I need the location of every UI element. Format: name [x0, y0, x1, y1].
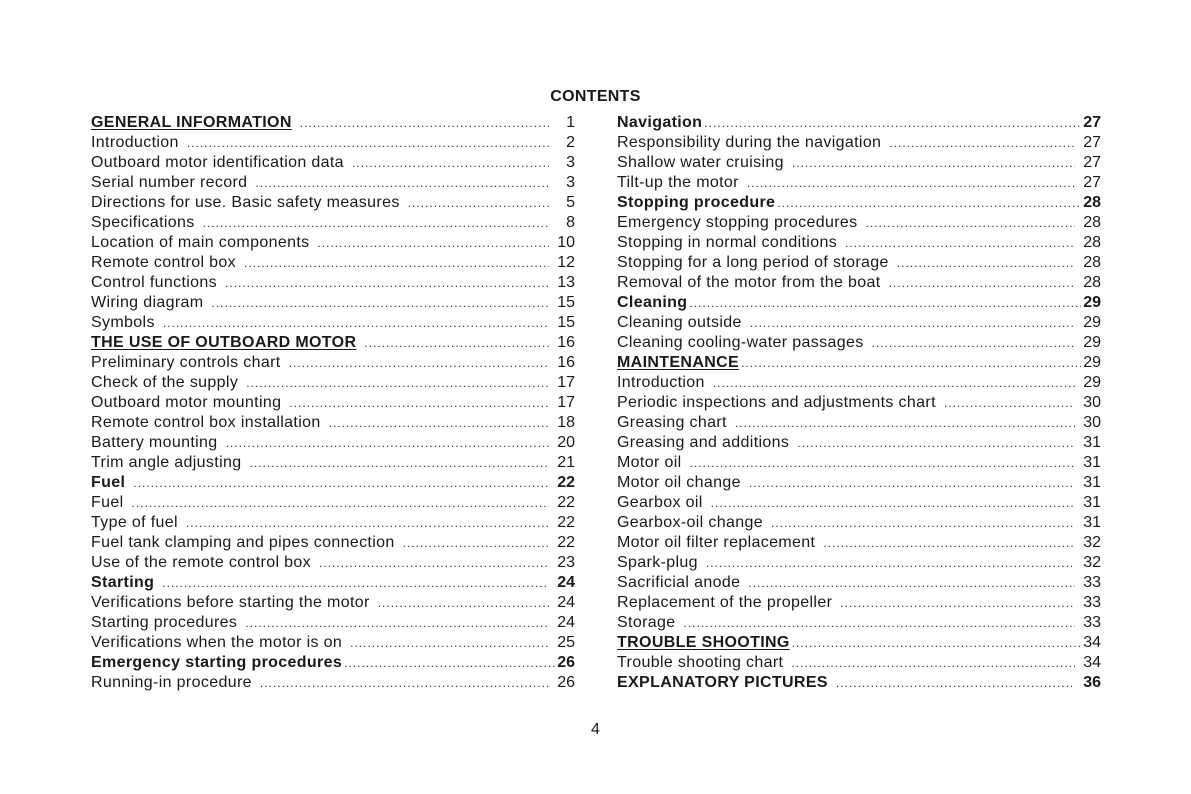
toc-entry-label: Directions for use. Basic safety measures [91, 194, 400, 211]
toc-leader-dots [866, 213, 1075, 233]
toc-leader-dots [364, 333, 549, 353]
toc-entry-page: 29 [1083, 334, 1101, 351]
toc-leader-dots [162, 573, 549, 593]
toc-entry-label: Use of the remote control box [91, 554, 312, 571]
toc-entry-label: Stopping procedure [617, 194, 776, 211]
toc-entry-label: THE USE OF OUTBOARD MOTOR [91, 334, 357, 351]
toc-entry-page: 21 [557, 454, 575, 471]
toc-entry-page: 12 [557, 254, 575, 271]
toc-entry-motor-oil-change [617, 473, 1101, 493]
toc-leader-dots [944, 393, 1075, 413]
toc-entry-page: 18 [557, 414, 575, 431]
toc-entry-spark-plug [617, 553, 1101, 573]
toc-entry-type-of-fuel [91, 513, 575, 533]
toc-entry-shallow-water-cruising [617, 153, 1101, 173]
toc-entry-page: 29 [1083, 354, 1101, 371]
toc-entry-page: 13 [557, 274, 575, 291]
toc-entry-page: 1 [566, 114, 575, 131]
toc-entry-emergency-stopping-procedures [617, 213, 1101, 233]
toc-leader-dots [771, 513, 1075, 533]
toc-entry-label: Remote control box installation [91, 414, 321, 431]
toc-entry-navigation [617, 113, 1101, 133]
toc-leader-dots [133, 473, 549, 493]
toc-entry-serial-number-record [91, 173, 575, 193]
toc-entry-label: Location of main components [91, 234, 310, 251]
toc-entry-page: 22 [557, 474, 575, 491]
toc-entry-introduction [91, 133, 575, 153]
toc-leader-dots [378, 593, 549, 613]
toc-entry-greasing-chart [617, 413, 1101, 433]
toc-entry-motor-oil-filter-replacement [617, 533, 1101, 553]
toc-entry-remote-control-box-installation [91, 413, 575, 433]
toc-entry-page: 28 [1083, 234, 1101, 251]
toc-leader-dots [317, 233, 549, 253]
toc-entry-page: 27 [1083, 154, 1101, 171]
toc-entry-running-in-procedure [91, 673, 575, 693]
toc-leader-dots [260, 673, 549, 693]
toc-entry-label: Type of fuel [91, 514, 178, 531]
toc-entry-gearbox-oil [617, 493, 1101, 513]
toc-leader-dots [690, 453, 1075, 473]
toc-entry-page: 29 [1083, 374, 1101, 391]
toc-entry-page: 15 [557, 314, 575, 331]
toc-entry-label: Verifications before starting the motor [91, 594, 370, 611]
toc-entry-trim-angle-adjusting [91, 453, 575, 473]
toc-entry-page: 22 [557, 494, 575, 511]
toc-entry-label: Sacrificial anode [617, 574, 741, 591]
toc-entry-use-of-the-remote-control-box [91, 553, 575, 573]
toc-entry-label: Preliminary controls chart [91, 354, 281, 371]
toc-entry-label: Motor oil filter replacement [617, 534, 816, 551]
toc-right-column [617, 113, 1101, 693]
toc-leader-dots [300, 113, 549, 133]
toc-entry-label: Shallow water cruising [617, 154, 784, 171]
toc-entry-page: 20 [557, 434, 575, 451]
toc-entry-directions-for-use-basic-safety-measures [91, 193, 575, 213]
toc-entry-storage [617, 613, 1101, 633]
toc-leader-dots [403, 533, 549, 553]
toc-leader-dots [747, 173, 1075, 193]
toc-entry-label: EXPLANATORY PICTURES [617, 674, 828, 691]
toc-entry-trouble-shooting [617, 633, 1101, 653]
toc-leader-dots [791, 653, 1075, 673]
toc-entry-label: Battery mounting [91, 434, 218, 451]
toc-leader-dots [792, 633, 1081, 653]
toc-entry-label: Gearbox oil [617, 494, 703, 511]
toc-leader-dots [840, 593, 1075, 613]
toc-entry-label: Spark-plug [617, 554, 698, 571]
toc-leader-dots [750, 313, 1075, 333]
toc-leader-dots [244, 253, 549, 273]
toc-entry-page: 24 [557, 594, 575, 611]
toc-entry-label: Cleaning cooling-water passages [617, 334, 864, 351]
toc-entry-outboard-motor-identification-data [91, 153, 575, 173]
toc-leader-dots [748, 573, 1075, 593]
toc-entry-page: 3 [566, 154, 575, 171]
toc-leader-dots [212, 293, 550, 313]
toc-leader-dots [711, 493, 1075, 513]
toc-entry-page: 15 [557, 294, 575, 311]
toc-entry-page: 31 [1083, 474, 1101, 491]
toc-entry-page: 33 [1083, 594, 1101, 611]
toc-entry-periodic-inspections-and-adjustments-chart [617, 393, 1101, 413]
toc-entry-page: 27 [1083, 134, 1101, 151]
toc-entry-page: 29 [1083, 314, 1101, 331]
toc-entry-location-of-main-components [91, 233, 575, 253]
toc-entry-introduction [617, 373, 1101, 393]
toc-entry-label: Symbols [91, 314, 155, 331]
toc-entry-page: 36 [1083, 674, 1101, 691]
toc-entry-label: Motor oil [617, 454, 682, 471]
toc-entry-cleaning-cooling-water-passages [617, 333, 1101, 353]
toc-entry-page: 23 [557, 554, 575, 571]
toc-entry-page: 28 [1083, 194, 1101, 211]
toc-leader-dots [225, 273, 549, 293]
toc-entry-explanatory-pictures [617, 673, 1101, 693]
toc-entry-fuel-tank-clamping-and-pipes-connection [91, 533, 575, 553]
toc-leader-dots [249, 453, 549, 473]
toc-entry-verifications-when-the-motor-is-on [91, 633, 575, 653]
toc-entry-page: 24 [557, 614, 575, 631]
toc-entry-maintenance [617, 353, 1101, 373]
toc-leader-dots [704, 113, 1081, 133]
toc-entry-label: Control functions [91, 274, 218, 291]
toc-entry-page: 16 [557, 354, 575, 371]
toc-entry-label: Introduction [617, 374, 705, 391]
toc-entry-motor-oil [617, 453, 1101, 473]
toc-entry-starting-procedures [91, 613, 575, 633]
toc-entry-label: Verifications when the motor is on [91, 634, 343, 651]
toc-entry-the-use-of-outboard-motor [91, 333, 575, 353]
toc-entry-page: 22 [557, 514, 575, 531]
toc-entry-stopping-in-normal-conditions [617, 233, 1101, 253]
toc-entry-page: 8 [566, 214, 575, 231]
toc-entry-cleaning-outside [617, 313, 1101, 333]
toc-entry-label: Cleaning [617, 294, 688, 311]
toc-entry-control-functions [91, 273, 575, 293]
toc-entry-page: 26 [557, 654, 575, 671]
toc-entry-fuel [91, 493, 575, 513]
toc-leader-dots [792, 153, 1075, 173]
toc-entry-stopping-procedure [617, 193, 1101, 213]
toc-entry-label: Replacement of the propeller [617, 594, 833, 611]
toc-entry-label: Gearbox-oil change [617, 514, 763, 531]
toc-entry-page: 28 [1083, 254, 1101, 271]
toc-leader-dots [741, 353, 1081, 373]
toc-entry-label: Fuel tank clamping and pipes connection [91, 534, 395, 551]
toc-entry-page: 17 [557, 394, 575, 411]
toc-entry-label: Removal of the motor from the boat [617, 274, 881, 291]
toc-entry-label: Wiring diagram [91, 294, 204, 311]
toc-leader-dots [163, 313, 549, 333]
toc-entry-page: 29 [1083, 294, 1101, 311]
toc-entry-label: Starting procedures [91, 614, 238, 631]
toc-entry-label: Periodic inspections and adjustments chart [617, 394, 936, 411]
toc-leader-dots [689, 293, 1081, 313]
toc-leader-dots [352, 153, 549, 173]
toc-leader-dots [735, 413, 1075, 433]
toc-entry-label: Cleaning outside [617, 314, 742, 331]
toc-leader-dots [684, 613, 1076, 633]
toc-entry-cleaning [617, 293, 1101, 313]
toc-entry-label: Starting [91, 574, 155, 591]
toc-entry-page: 24 [557, 574, 575, 591]
toc-leader-dots [889, 133, 1075, 153]
toc-entry-page: 31 [1083, 494, 1101, 511]
toc-leader-dots [797, 433, 1075, 453]
toc-entry-wiring-diagram [91, 293, 575, 313]
toc-entry-page: 27 [1083, 114, 1101, 131]
toc-leader-dots [897, 253, 1075, 273]
toc-entry-label: Navigation [617, 114, 703, 131]
toc-leader-dots [319, 553, 549, 573]
toc-entry-label: Fuel [91, 474, 126, 491]
toc-left-column [91, 113, 575, 693]
toc-entry-page: 32 [1083, 534, 1101, 551]
toc-entry-removal-of-the-motor-from-the-boat [617, 273, 1101, 293]
toc-entry-symbols [91, 313, 575, 333]
toc-entry-page: 30 [1083, 394, 1101, 411]
toc-entry-label: Greasing and additions [617, 434, 790, 451]
toc-leader-dots [187, 133, 549, 153]
toc-leader-dots [350, 633, 549, 653]
toc-entry-gearbox-oil-change [617, 513, 1101, 533]
toc-leader-dots [749, 473, 1075, 493]
toc-entry-page: 28 [1083, 214, 1101, 231]
toc-entry-label: GENERAL INFORMATION [91, 114, 292, 131]
toc-entry-responsibility-during-the-navigation [617, 133, 1101, 153]
toc-entry-label: TROUBLE SHOOTING [617, 634, 790, 651]
toc-leader-dots [289, 393, 549, 413]
toc-entry-page: 34 [1083, 634, 1101, 651]
toc-entry-trouble-shooting-chart [617, 653, 1101, 673]
toc-leader-dots [408, 193, 549, 213]
toc-entry-page: 26 [557, 674, 575, 691]
toc-entry-label: Introduction [91, 134, 179, 151]
toc-leader-dots [246, 373, 549, 393]
toc-entry-page: 25 [557, 634, 575, 651]
toc-leader-dots [245, 613, 549, 633]
toc-entry-fuel [91, 473, 575, 493]
toc-entry-preliminary-controls-chart [91, 353, 575, 373]
toc-leader-dots [872, 333, 1075, 353]
toc-entry-label: Serial number record [91, 174, 248, 191]
toc-entry-label: Stopping for a long period of storage [617, 254, 889, 271]
toc-entry-label: Check of the supply [91, 374, 239, 391]
toc-entry-page: 31 [1083, 514, 1101, 531]
toc-entry-replacement-of-the-propeller [617, 593, 1101, 613]
toc-leader-dots [255, 173, 549, 193]
toc-leader-dots [836, 673, 1075, 693]
toc-leader-dots [889, 273, 1075, 293]
toc-entry-label: Specifications [91, 214, 195, 231]
toc-entry-label: Motor oil change [617, 474, 741, 491]
toc-entry-check-of-the-supply [91, 373, 575, 393]
toc-entry-page: 33 [1083, 574, 1101, 591]
toc-entry-label: Tilt-up the motor [617, 174, 739, 191]
toc-entry-page: 10 [557, 234, 575, 251]
toc-entry-label: Fuel [91, 494, 124, 511]
toc-leader-dots [186, 513, 549, 533]
toc-entry-label: Trim angle adjusting [91, 454, 242, 471]
toc-entry-label: Greasing chart [617, 414, 727, 431]
toc-entry-starting [91, 573, 575, 593]
toc-entry-page: 27 [1083, 174, 1101, 191]
toc-leader-dots [713, 373, 1075, 393]
toc-entry-page: 22 [557, 534, 575, 551]
toc-entry-page: 3 [566, 174, 575, 191]
toc-entry-label: MAINTENANCE [617, 354, 740, 371]
toc-entry-page: 17 [557, 374, 575, 391]
toc-entry-page: 5 [566, 194, 575, 211]
toc-entry-label: Emergency stopping procedures [617, 214, 858, 231]
toc-entry-emergency-starting-procedures [91, 653, 575, 673]
toc-leader-dots [289, 353, 549, 373]
toc-entry-specifications [91, 213, 575, 233]
toc-entry-stopping-for-a-long-period-of-storage [617, 253, 1101, 273]
toc-leader-dots [706, 553, 1075, 573]
toc-entry-label: Running-in procedure [91, 674, 252, 691]
toc-leader-dots [329, 413, 549, 433]
toc-entry-tilt-up-the-motor [617, 173, 1101, 193]
toc-entry-label: Outboard motor identification data [91, 154, 344, 171]
toc-entry-page: 33 [1083, 614, 1101, 631]
toc-leader-dots [823, 533, 1075, 553]
toc-entry-label: Emergency starting procedures [91, 654, 343, 671]
toc-leader-dots [777, 193, 1081, 213]
toc-leader-dots [344, 653, 555, 673]
toc-entry-sacrificial-anode [617, 573, 1101, 593]
toc-entry-page: 16 [557, 334, 575, 351]
toc-leader-dots [203, 213, 549, 233]
toc-entry-label: Responsibility during the navigation [617, 134, 882, 151]
toc-entry-remote-control-box [91, 253, 575, 273]
page-title: CONTENTS [550, 88, 641, 105]
toc-entry-page: 31 [1083, 434, 1101, 451]
toc-leader-dots [226, 433, 549, 453]
page-number: 4 [591, 721, 600, 738]
toc-entry-battery-mounting [91, 433, 575, 453]
toc-entry-label: Storage [617, 614, 676, 631]
toc-entry-page: 28 [1083, 274, 1101, 291]
toc-leader-dots [132, 493, 549, 513]
toc-entry-page: 30 [1083, 414, 1101, 431]
toc-entry-outboard-motor-mounting [91, 393, 575, 413]
toc-leader-dots [845, 233, 1075, 253]
toc-entry-page: 31 [1083, 454, 1101, 471]
toc-entry-verifications-before-starting-the-motor [91, 593, 575, 613]
toc-entry-label: Stopping in normal conditions [617, 234, 838, 251]
toc-entry-greasing-and-additions [617, 433, 1101, 453]
toc-entry-label: Trouble shooting chart [617, 654, 784, 671]
toc-entry-page: 32 [1083, 554, 1101, 571]
toc-entry-label: Remote control box [91, 254, 237, 271]
toc-entry-label: Outboard motor mounting [91, 394, 282, 411]
toc-entry-page: 2 [566, 134, 575, 151]
toc-entry-general-information [91, 113, 575, 133]
toc-entry-page: 34 [1083, 654, 1101, 671]
